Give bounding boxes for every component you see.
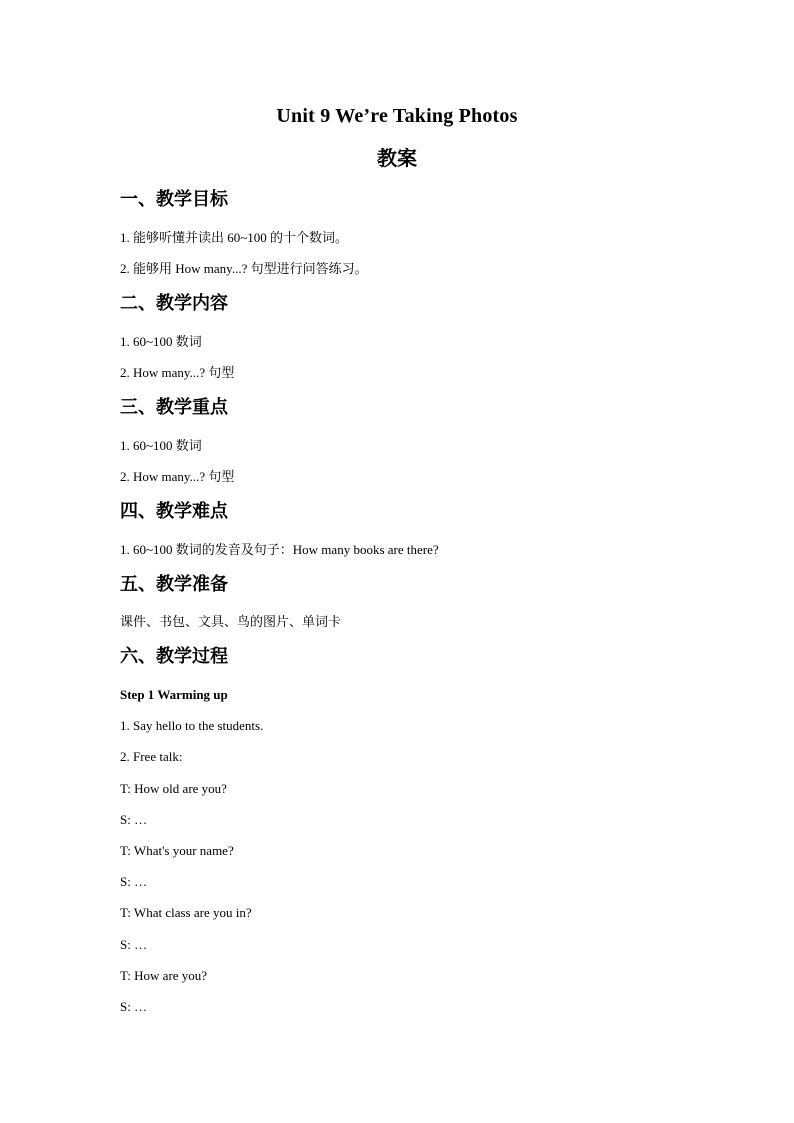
step-heading: Step 1 Warming up <box>120 687 228 702</box>
objectives-item-2: 2. 能够用 How many...? 句型进行问答练习。 <box>120 261 368 276</box>
preparation-item-1: 课件、书包、文具、鸟的图片、单词卡 <box>120 614 342 629</box>
process-item-7: T: What class are you in? <box>120 905 252 920</box>
section-heading-objectives: 一、教学目标 <box>120 189 228 210</box>
difficulties-item-1: 1. 60~100 数词的发音及句子：How many books are there? <box>120 542 439 557</box>
key-points-item-2: 2. How many...? 句型 <box>120 469 235 484</box>
process-item-1: 1. Say hello to the students. <box>120 718 264 733</box>
document-title: Unit 9 We’re Taking Photos <box>276 105 518 127</box>
process-item-10: S: … <box>120 999 148 1014</box>
process-item-4: S: … <box>120 812 148 827</box>
process-item-6: S: … <box>120 874 148 889</box>
content-item-1: 1. 60~100 数词 <box>120 334 202 349</box>
section-heading-process: 六、教学过程 <box>120 646 228 667</box>
section-heading-difficulties: 四、教学难点 <box>120 501 228 522</box>
section-heading-content: 二、教学内容 <box>120 293 228 314</box>
process-item-8: S: … <box>120 937 148 952</box>
process-item-5: T: What's your name? <box>120 843 234 858</box>
section-heading-key-points: 三、教学重点 <box>120 397 228 418</box>
section-heading-preparation: 五、教学准备 <box>120 574 228 595</box>
content-item-2: 2. How many...? 句型 <box>120 365 235 380</box>
process-item-3: T: How old are you? <box>120 781 227 796</box>
document-subtitle: 教案 <box>377 146 417 170</box>
objectives-item-1: 1. 能够听懂并读出 60~100 的十个数词。 <box>120 230 349 245</box>
process-item-9: T: How are you? <box>120 968 208 983</box>
key-points-item-1: 1. 60~100 数词 <box>120 438 202 453</box>
process-item-2: 2. Free talk: <box>120 749 183 764</box>
